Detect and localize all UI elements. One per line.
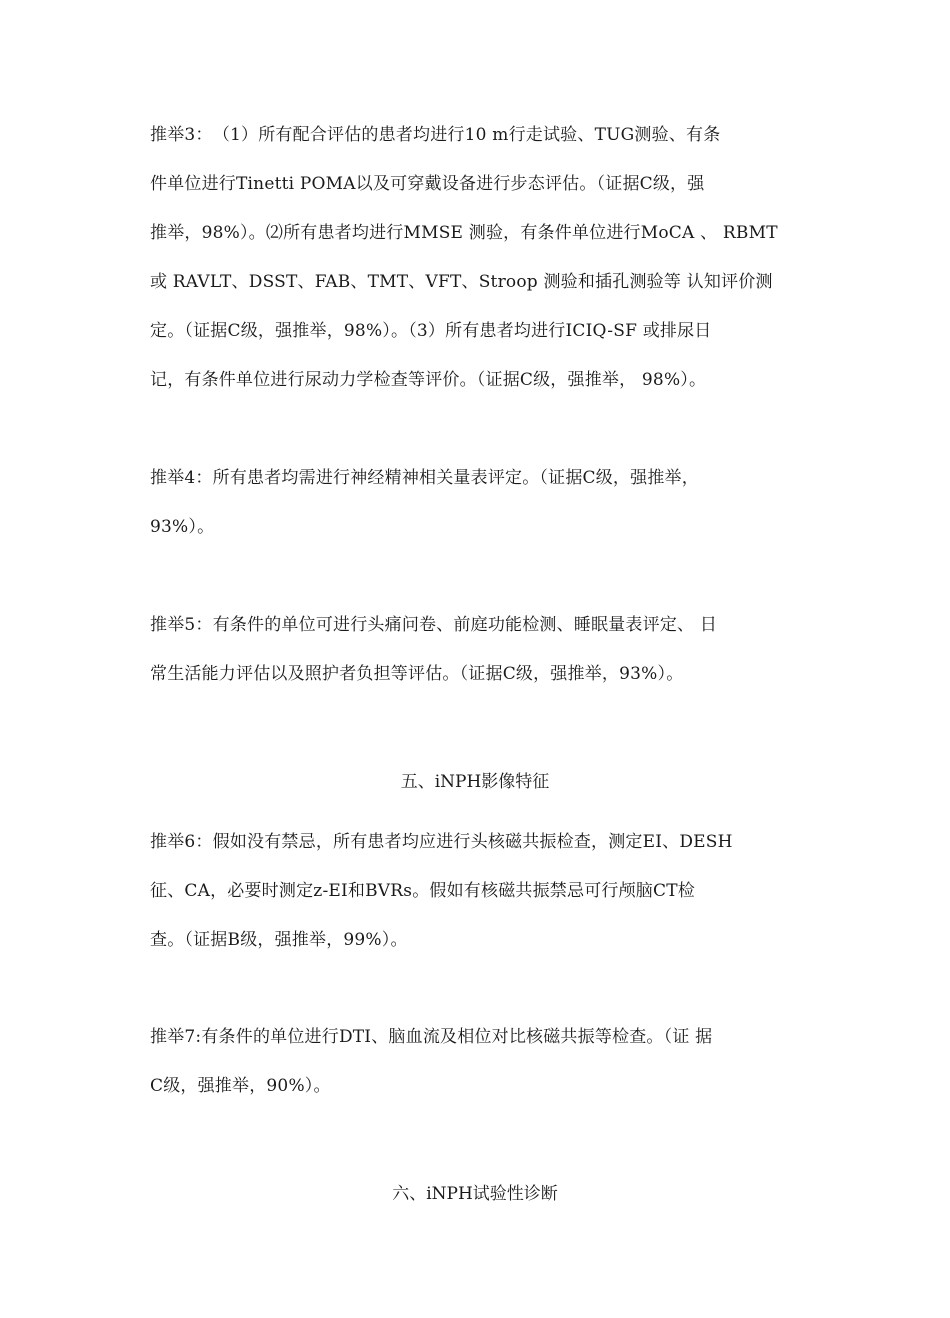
recommendation-5-paragraph <box>150 601 814 699</box>
paragraph-line: 征、CA，必要时测定z-EI和BVRs。假如有核磁共振禁忌可行颅脑CT检 <box>150 881 695 901</box>
section-heading-trial-diagnosis: 六、iNPH试验性诊断 <box>392 1184 558 1204</box>
paragraph-line: C级，强推举，90%）。 <box>150 1076 331 1096</box>
paragraph-line: 常生活能力评估以及照护者负担等评估。（证据C级，强推举，93%）。 <box>150 664 684 684</box>
recommendation-3-paragraph <box>150 111 814 405</box>
recommendation-6-paragraph <box>150 818 814 965</box>
section-heading-imaging-features: 五、iNPH影像特征 <box>400 772 550 792</box>
paragraph-line: 推举3： （1）所有配合评估的患者均进行10 m行走试验、TUG测验、有条 <box>150 125 721 145</box>
paragraph-line: 推举5：有条件的单位可进行头痛问卷、前庭功能检测、睡眠量表评定、 日 <box>150 615 718 635</box>
paragraph-line: 记，有条件单位进行尿动力学检查等评价。（证据C级，强推举， 98%）。 <box>150 370 707 390</box>
paragraph-line: 推举6：假如没有禁忌，所有患者均应进行头核磁共振检查，测定EI、DESH <box>150 832 733 852</box>
paragraph-line: 或 RAVLT、DSST、FAB、TMT、VFT、Stroop 测验和插孔测验等 认知评价测 <box>150 272 773 292</box>
paragraph-line: 推举，98%）。⑵所有患者均进行MMSE 测验，有条件单位进行MoCA 、 RBMT <box>150 223 778 243</box>
recommendation-4-paragraph <box>150 454 814 552</box>
paragraph-line: 推举4：所有患者均需进行神经精神相关量表评定。（证据C级，强推举， <box>150 468 699 488</box>
paragraph-line: 推举7:有条件的单位进行DTI、脑血流及相位对比核磁共振等检查。（证 据 <box>150 1027 713 1047</box>
recommendation-7-paragraph <box>150 1013 814 1111</box>
paragraph-line: 查。（证据B级，强推举，99%）。 <box>150 930 408 950</box>
paragraph-line: 定。（证据C级，强推举，98%）。（3）所有患者均进行ICIQ-SF 或排尿日 <box>150 321 712 341</box>
paragraph-line: 件单位进行Tinetti POMA以及可穿戴设备进行步态评估。（证据C级，强 <box>150 174 705 194</box>
paragraph-line: 93%）。 <box>150 517 215 537</box>
